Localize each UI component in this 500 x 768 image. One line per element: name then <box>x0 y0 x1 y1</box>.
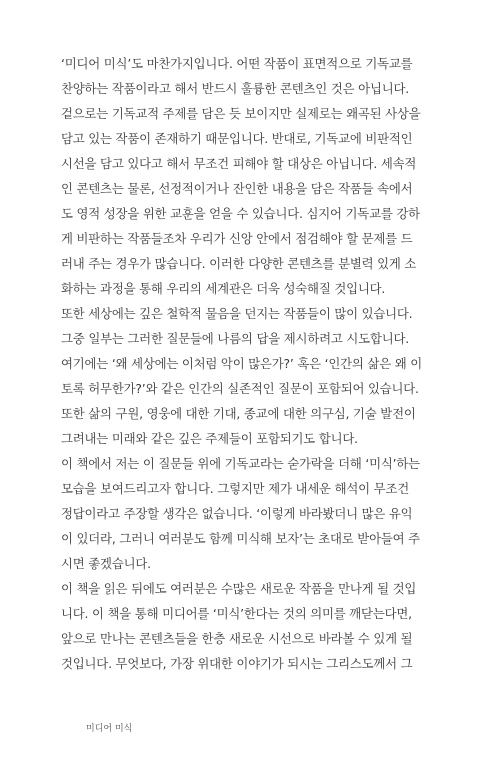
text-line: 이 책을 읽은 뒤에도 여러분은 수많은 새로운 작품을 만나게 될 것입 <box>61 581 417 596</box>
text-line: 또한 세상에는 깊은 철학적 물음을 던지는 작품들이 많이 있습니다. <box>61 306 413 321</box>
text-line: 게 비판하는 작품들조차 우리가 신앙 안에서 점검해야 할 문제를 드 <box>61 231 413 246</box>
text-line: 이 있더라, 그러니 여러분도 함께 미식해 보자’는 초대로 받아들여 주 <box>61 531 420 546</box>
text-line: 앞으로 만나는 콘텐츠들을 한층 새로운 시선으로 바라볼 수 있게 될 <box>61 631 413 646</box>
text-line: 화하는 과정을 통해 우리의 세계관은 더욱 성숙해질 것입니다. <box>61 281 386 296</box>
body-text <box>61 51 422 676</box>
running-footer-title: 미디어 미식 <box>86 724 133 734</box>
text-line: 여기에는 ‘왜 세상에는 이처럼 악이 많은가?’ 혹은 ‘인간의 삶은 왜 이 <box>61 356 422 371</box>
text-line: 도 영적 성장을 위한 교훈을 얻을 수 있습니다. 심지어 기독교를 강하 <box>61 206 420 221</box>
text-line: ‘미디어 미식’도 마찬가지입니다. 어떤 작품이 표면적으로 기독교를 <box>61 56 413 71</box>
text-line: 시면 좋겠습니다. <box>61 556 151 571</box>
text-line: 인 콘텐츠는 물론, 선정적이거나 잔인한 내용을 담은 작품들 속에서 <box>61 181 413 196</box>
text-line: 러내 주는 경우가 많습니다. 이러한 다양한 콘텐츠를 분별력 있게 소 <box>61 256 417 271</box>
text-line: 그려내는 미래와 같은 깊은 주제들이 포함되기도 합니다. <box>61 431 358 446</box>
text-line: 정답이라고 주장할 생각은 없습니다. ‘이렇게 바라봤더니 많은 유익 <box>61 506 413 521</box>
text-line: 담고 있는 작품이 존재하기 때문입니다. 반대로, 기독교에 비판적인 <box>61 131 413 146</box>
text-line: 또한 삶의 구원, 영웅에 대한 기대, 종교에 대한 의구심, 기술 발전이 <box>61 406 416 421</box>
text-line: 모습을 보여드리고자 합니다. 그렇지만 제가 내세운 해석이 무조건 <box>61 481 409 496</box>
text-line: 토록 허무한가?’와 같은 인간의 실존적인 질문이 포함되어 있습니다. <box>61 381 419 396</box>
text-line: 그중 일부는 그러한 질문들에 나름의 답을 제시하려고 시도합니다. <box>61 331 409 346</box>
text-line: 것입니다. 무엇보다, 가장 위대한 이야기가 되시는 그리스도께서 그 <box>61 656 413 671</box>
text-line: 니다. 이 책을 통해 미디어를 ‘미식’한다는 것의 의미를 깨닫는다면, <box>61 606 412 621</box>
text-line: 겉으로는 기독교적 주제를 담은 듯 보이지만 실제로는 왜곡된 사상을 <box>61 106 421 121</box>
text-line: 이 책에서 저는 이 질문들 위에 기독교라는 숟가락을 더해 ‘미식’하는 <box>61 456 420 471</box>
text-line: 시선을 담고 있다고 해서 무조건 피해야 할 대상은 아닙니다. 세속적 <box>61 156 417 171</box>
text-line: 찬양하는 작품이라고 해서 반드시 훌륭한 콘텐츠인 것은 아닙니다. <box>61 81 409 96</box>
